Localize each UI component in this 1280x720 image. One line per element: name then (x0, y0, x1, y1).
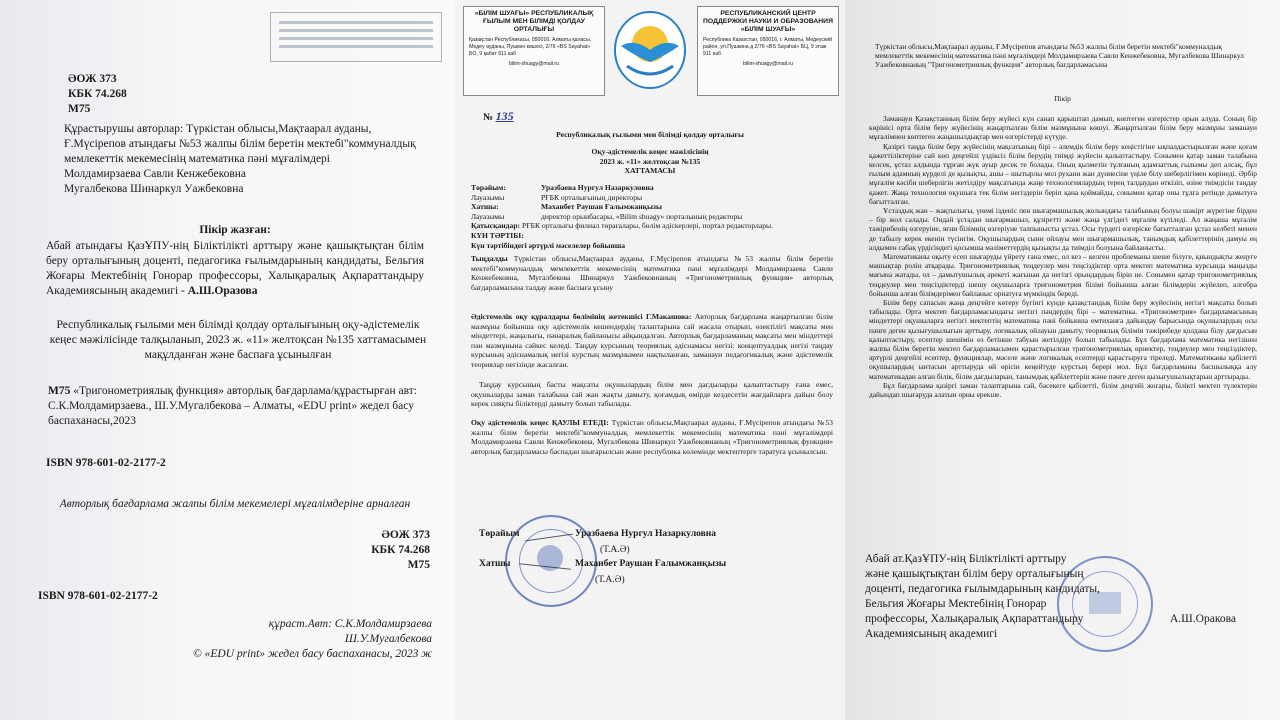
council-title: Оқу-әдістемелік кеңес мәжілісінің 2023 ж. «11» желтоқсан №135 ХАТТАМАСЫ (591, 147, 709, 176)
compilers-block: Құрастырушы авторлар: Түркістан облысы,Мақтаарал ауданы, Ғ.Мүсірепов атындағы №53 жалпы білім беретін мектебі"коммуналдық мемлекеттік мекемесінің математика пәні мұғалімдері Молдамирзаева Савли Кенжебековна Мугалбекова Шинаркул Уажбековна (64, 123, 416, 195)
sign-chair-name: Уразбаева Нургул Назаркуловна (575, 529, 717, 539)
protocol-page (455, 0, 845, 720)
header-box-russian: РЕСПУБЛИКАНСКИЙ ЦЕНТР ПОДДЕРЖКИ НАУКИ И ОБРАЗОВАНИЯ «БІЛІМ ШУАҒЫ» Республика Казахстан, 050016, г. Алматы, Медеуский район, ул.Пушкина д 2/76 «BS Sayahat» БЦ, 9 этаж 911 каб bilim-shuagy@mail.ru (697, 6, 839, 96)
header-box-kazakh: «БІЛІМ ШУАҒЫ» РЕСПУБЛИКАЛЫҚ ҒЫЛЫМ МЕН БІЛІМДІ ҚОЛДАУ ОРТАЛЫҒЫ Қазақстан Республикасы, 050016, Алматы қаласы, Медеу ауданы, Пушкин көшесі, 2/76 «BS Sayahat» БО, 9 қабат 911 каб bilim-shuagy@mail.ru (463, 6, 605, 96)
reviewer-signature-block: Абай ат.ҚазҰПУ-нің Біліктілікті арттыру және қашықтықтан білім беру орталығының доценті, педагогика ғылымдарының кандидаты, Бельгия Жоғары Мектебінің Гонорар профессоры, Халықаралық Ақпараттандыру Академиясының академигі (865, 553, 1100, 640)
title-page (0, 0, 455, 720)
organization-logo-icon (613, 10, 687, 90)
reviewer-signature-name: А.Ш.Оракова (1170, 613, 1236, 625)
protocol-number: № 135 (483, 109, 514, 123)
review-title: Пікір жазған: (199, 224, 271, 236)
classification-codes-bottom: ӘОЖ 373 КБК 74.268 М75 (371, 529, 430, 571)
decision-section: Оқу әдістемелік кеңес ҚАУЛЫ ЕТЕДІ: Түркістан облысы,Мақтаарал ауданы, Ғ.Мүсірепов атындағы №53 жалпы білім беретін мектебі"коммуналдық мемлекеттік мекемесінің математика пәні мұғалімдері Молдамирзаева Савли Кенжебековна, Мугалбекова Шинаркул Уажбековнаның «Тригонометриялық функция» авторлық бағдарламасы баспадан шығарылсын және республика көлемінде мектептерге таратуға ұсынылсын. (471, 418, 833, 456)
protocol-header-fields: Төрайым: Уразбаева Нургул Назаркуловна Лауазымы РҒБК орталығының директоры Хатшы: Маханбет Раушан Ғалымжанқызы Лауазымы директор орынбасары, «Bilim shuagy» порталының редакторы Қатысқандар: РҒБК орталығы филиал төрағалары, бөлім әдіскерлері, портал редакторлары. КҮН ТӘРТІБІ: Күн тәртібіндегі әртүрлі мәселелер бойынша (471, 183, 773, 250)
sign-secretary-initials: (Т.А.Ә) (595, 575, 625, 585)
classification-codes: ӘОЖ 373 КБК 74.268 М75 (68, 73, 127, 115)
sign-secretary-name: Маханбет Раушан Ғалымжанқызы (575, 559, 727, 569)
isbn-2: ISBN 978-601-02-2177-2 (38, 590, 158, 602)
sign-chair-label: Төрайым (479, 529, 520, 539)
citation: М75 «Тригонометриялық функция» авторлық бағдарлама/құрастырған авт: С.К.Молдамирзаева., Ш.У.Мугалбекова – Алматы, «EDU print» жедел басу баспаханасы,2023 (48, 385, 417, 427)
reviewer-text: Абай атындағы ҚазҰПУ-нің Біліктілікті арттыру және қашықтықтан білім беру орталығының доценті, педагогика ғылымдарының кандидаты, Бельгия Жоғары Мектебінің Гонорар профессоры, Халықаралық Ақпараттандыру Академиясының академигі - А.Ш.Оразова (46, 240, 424, 297)
audience-note: Авторлық бағдарлама жалпы білім мекемелері мұғалімдеріне арналған (59, 498, 411, 510)
center-name: Республикалық ғылыми мен білімді қолдау орталығы (556, 130, 744, 139)
isbn-1: ISBN 978-601-02-2177-2 (46, 457, 166, 469)
approval-text: Республикалық ғылыми мен білімді қолдау орталығының оқу-әдістемелік кеңес мәжілісінде талқыланып, 2023 ж. «11» желтоқсан №135 хаттамасымен мақұлданған және баспаға ұсынылған (49, 319, 427, 361)
sign-chair-initials: (Т.А.Ә) (600, 545, 630, 555)
review-title: Пікір (1054, 94, 1071, 103)
heard-section: Тыңдалды Түркістан облысы,Мақтаарал ауданы, Ғ.Мүсірепов атындағы №53 жалпы білім беретін мектебі"коммуналдық мемлекеттік мекемесінің математика пәні мұғалімдері Молдамирзаева Савли Кенжебековна, Мугалбекова Шинаркул Уажбековнаның «Тригонометриялық функция» авторлық бағдарламасына талдау және баспаға ұсыну (471, 254, 833, 292)
library-stamp (270, 12, 442, 62)
review-body: Заманауи Қазақстанның білім беру жүйесі күн санап қарыштап дамып, көптеген өзгерістер орын алуда. Соның бір көрінісі орта білім беру жүйесінің жаңартылған білім мазмұнына көшуі. Жаңартылған білім беру мазмұны заманауи мұғалімнен көптеген жаңашылдықтар мен өзгерістерді күтуде. Қазіргі таңда білім беру жүйесінің мақсатының бірі – әлемдік білім беру кеңістігіне ықпалдастырылған және қоғам қажеттіліктеріне сай көп деңгейлі үздіксіз білім берудің тиімді жүйесін қалыптастыру. Сонымен қатар заман талабына келсек, ұстаз алдында тұрған жүк ауыр десек те болады. Оның қызметін тұлғаның адамзаттық ғылымы деп алсақ, бұл ғылым адамның күрделі де қызықты, ашы – шытырлы мол рухани жан дүниесіне үңіле білу шеберлігімен көрінеді. Әрбір мұғалім кәсіби шеберлігін жетілдіру мақсатында жаңе технологиялардың терең талдаудан өткізіп, өзіне тиімдісін таңдау қажет. Жаңа технология оқушыға тек білім негіздерін беріп қана қоймайды, сонымен қатар оны тұлға ретінде дамытуға бағытталған. Ұстаздық жан – жақтылығы, үнемі ізденіс пен шығармашылық жолындағы талабының болуы шәкірт жүрегіне бірден – бір жол салады. Ондай ұстадан шығармашыл, құзіретті және жаңа үлгідегі мұғалім күтіледі. Ал жаңаша мұғалім тәжірибенің өзгеруіне, яғни білімнің өзгеріуне талпынысты ұстаз. Осы түрдегі өзгеріске бағытталған ұстаз келбеті менен де табылу керек екенін түсінгім. Оқушылардың сыни ойлауы мен шығармашылық, танымдық қабілеттерінің дамуы ең алдымен сабақ үрдісіндегі қосымша мәліметтердің қызықты да тиімділ болуына байланысты. Математиканы оқыту есеп шығаруды үйрету ғана емес, ол кез – келген проблеманы шеше білуге, қиындықты жеңуге машықтар ролін атқарады. Тригонометриялық теңдеулер мен теңсіздіктер орта мектеп математика курсында маңызды мағына жатады, ол – дамытушылық әрекеті жағынан да негізгі орындардың бірін не. Сонымен қатар тригонометриялық теңдеулер мен теңсіздіктерді шешу оқушыларға тригонометрия білімі бойынша алған білімдерін жүйелеп, алгебра бойынша алған білімдерімен байланыс орнатуға мүмкіндік береді. Білім беру сапасын жаңа деңгейге көтеру бүгінгі күнде қазақстандық білім беру жүйесінің негізгі мақсаты болып табылады. Орта мектеп бағдарламасындағы негізгі пәндердің бірі – математика. «Тригонометрия» бағдарламасының міндеттері оқушыларға негізгі мектептің математика пәні бойынша емтиханға дайындау барысында оқушылардың осы пәнге деген қызығушылығын арттыру, логикалық ойлауын дамыту, теориялық білімін тәжірибеде қолдана білу дағдысын қалыптастыру, есептер шешімін өз бетінше табуын жетілдіру болып табылады. Бұл бағдарлама математика негізінен жалпы білім беретін мектеп бағдарламасымен қарастырылған тригонометриялық өрнектер, теңдеулер мен теңсіздіктер, әртүрлі деңгейлі есептер, функциялар, мәселе және логикалық есептерді қарастыруға тіреледі. Математиканы қабілетті оқушылардың ынтасын арттыруда өй өрісін кеңейтуде курстың берері мол. Бұл бағдарламаны басшылыққа алу математикадан алған білік, білім дағдыларын, танымдық қабілеттерін және пәнге деген қызығушылықтарын арттырады. Бұл бағдарлама қазіргі заман талаптарына сай, бәсекеге қабілетті, білім деңгейі жоғары, білікті мектеп түлектерін дайындап шығаруда алатын орны ерекше. (869, 114, 1257, 400)
speaker-section: Әдістемелік оқу құралдары бөлімінің жетекшісі Г.Макашова: Авторлық бағдарлама жаңартылған білім мазмұны бойынша оқу әдістемелік кешендердің талаптарына сай жасала отырып, өзектілігі мақсаты мен міндеттері, жаңалығы, пәнаралық байланысы айқындалған. Авторлық бағдарламаның мақсаты мен міндеттері пән мазмұнына сәйкес келеді. Таңдау курсының теориялық әдіснамасы негізі: концептуалдық негізі таңдау курсының әдіснамалық негізі курстың мазмұнымен нақтыланған, заманауи педагогикалық және әдістемелік теориялар негізінде жасалған. (471, 312, 833, 369)
review-page (845, 0, 1280, 720)
goal-paragraph: Таңдау курсының басты мақсаты оқушылардың білім мен дағдыларды қалыптастыру ғана емес, оқушыларды заман талабына сай жан жақты дамыту, қоғамдық өмірде кездесетін жағдайларға дайын болу керек сияқты біліктерді дамыту болып табылады. (471, 380, 833, 409)
imprint: құраст.Авт: С.К.Молдамирзаева Ш.У.Мугалбекова © «EDU print» жедел басу баспаханасы, 2023 ж (193, 618, 432, 660)
sign-secretary-label: Хатшы (479, 559, 511, 569)
reviewer-name: А.Ш.Оразова (187, 285, 258, 297)
review-header: Түркістан облысы,Мақтаарал ауданы, Ғ.Мүсірепов атындағы №53 жалпы білім беретін мектебі"коммуналдық мемлекеттік мекемесінің математика пәні мұғалімдері Молдамирзаева Савли Кенжебековна, Мугалбекова Шинаркул Уажбековнаның "Тригонометриялық функция" авторлық бағдарламасына (875, 42, 1244, 70)
